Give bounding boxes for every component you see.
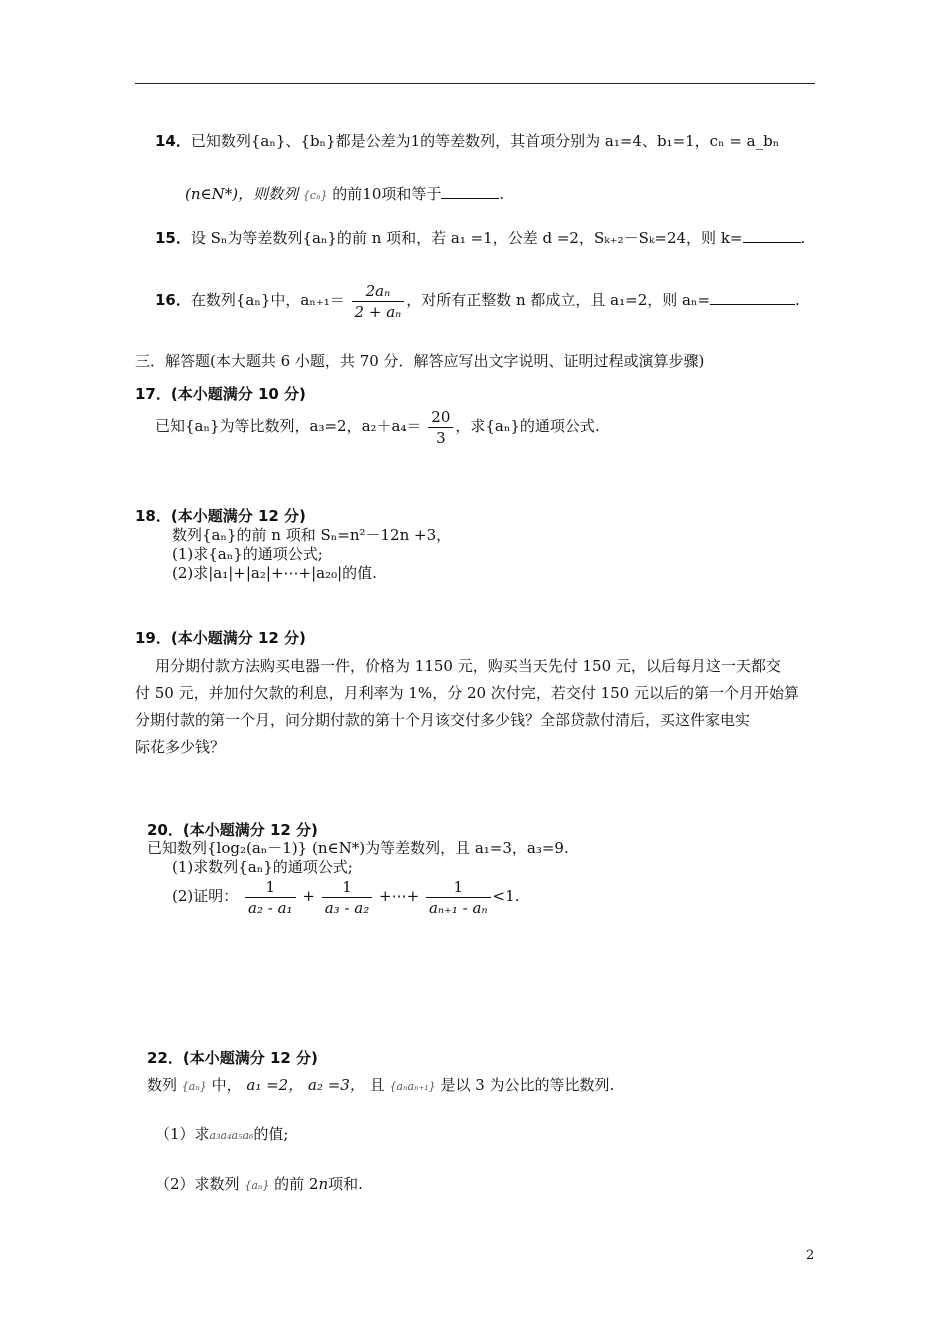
- q22-seq-label: 数列: [147, 1076, 178, 1094]
- q19-heading: 19．(本小题满分 12 分): [135, 629, 306, 647]
- q17-text-a: 已知{aₙ}为等比数列，a₃=2，a₂＋a₄＝: [155, 417, 422, 435]
- q22-a2: a₂ =3，: [308, 1076, 365, 1094]
- q14-answer-blank[interactable]: [441, 184, 499, 199]
- q22-part1-label: （1）求: [155, 1125, 210, 1143]
- q14-ask: 的前10项和等于: [332, 185, 442, 203]
- q22-line1: [147, 1075, 614, 1097]
- header-rule: [135, 83, 815, 84]
- q19-line3: 分期付款的第一个月，问分期付款的第十个月该交付多少钱？全部贷款付清后，买这件家电实: [135, 711, 751, 729]
- q15-line: [155, 228, 805, 248]
- q18-part2: (2)求|a₁|+|a₂|+⋯+|a₂₀|的值.: [172, 564, 377, 582]
- q20-prove-label: (2)证明：: [172, 887, 239, 905]
- q22-part2-end: 项和.: [328, 1175, 363, 1193]
- section-3-heading: 三．解答题(本大题共 6 小题，共 70 分．解答应写出文字说明、证明过程或演算步骤): [135, 352, 705, 370]
- q16-frac-num: 2aₙ: [352, 281, 405, 302]
- q15-number: 15．: [155, 229, 191, 247]
- q22-product: a₃a₄a₅a₆: [209, 1129, 254, 1142]
- q17-heading: 17．(本小题满分 10 分): [135, 385, 306, 403]
- q22-and: 且: [369, 1076, 385, 1094]
- q16-number: 16．: [155, 291, 191, 309]
- q20-fraction-2: [322, 877, 373, 918]
- q18-part1: (1)求{aₙ}的通项公式;: [172, 545, 323, 563]
- q19-line1: 用分期付款方法购买电器一件，价格为 1150 元，购买当天先付 150 元，以后每月这一天都交: [155, 657, 781, 675]
- q22-product-seq: {aₙaₙ₊₁}: [389, 1080, 436, 1093]
- page-number: 2: [806, 1248, 815, 1263]
- q20-fraction-3: [426, 877, 491, 918]
- q18-heading: 18．(本小题满分 12 分): [135, 507, 306, 525]
- q20-f3-num: 1: [426, 877, 491, 898]
- q20-heading: 20．(本小题满分 12 分): [147, 821, 318, 839]
- q22-part2-front: 的前 2: [274, 1175, 319, 1193]
- q20-f2-num: 1: [322, 877, 373, 898]
- q16-fraction: [352, 281, 405, 322]
- q17-text-line: [155, 404, 600, 448]
- q14-seq-c: {cₙ}: [302, 189, 328, 202]
- q15-answer-blank[interactable]: [743, 228, 801, 243]
- q20-f3-den: aₙ₊₁ - aₙ: [428, 898, 488, 917]
- q20-plus: +: [302, 887, 315, 905]
- q22-seq-a: {aₙ}: [181, 1080, 207, 1093]
- q14-number: 14．: [155, 132, 191, 150]
- q14-period: .: [499, 185, 505, 203]
- q20-f2-den: a₃ - a₂: [324, 898, 370, 917]
- q18-line1: 数列{aₙ}的前 n 项和 Sₙ=n²－12n +3，: [172, 526, 452, 544]
- q20-part1: (1)求数列{aₙ}的通项公式;: [172, 858, 353, 876]
- q22-part1: [155, 1124, 288, 1146]
- q16-line: [155, 278, 800, 322]
- q20-fraction-1: [245, 877, 296, 918]
- q22-part2-label: （2）求数列: [155, 1175, 240, 1193]
- q17-text-b: ，求{aₙ}的通项公式.: [455, 417, 600, 435]
- q16-frac-den: 2 + aₙ: [354, 302, 402, 321]
- q20-part2: [172, 874, 519, 918]
- q16-answer-blank[interactable]: [710, 290, 795, 305]
- q22-a1: a₁ =2，: [246, 1076, 304, 1094]
- q14-line2: [185, 184, 504, 206]
- q22-part2-seq: {aₙ}: [244, 1179, 270, 1192]
- q14-condition: (n∈N*)，则数列: [185, 185, 299, 203]
- q22-part1-end: 的值;: [253, 1125, 289, 1143]
- q20-less-than: <1.: [492, 887, 520, 905]
- q14-line1: [155, 131, 779, 151]
- q22-part2-n: n: [318, 1175, 329, 1193]
- q19-line4: 际花多少钱？: [135, 738, 226, 756]
- q22-in: 中，: [211, 1076, 242, 1094]
- q22-part2: [155, 1174, 363, 1196]
- q17-frac-num: 20: [428, 407, 453, 428]
- q16-text-a: 在数列{aₙ}中，aₙ₊₁＝: [190, 291, 345, 309]
- q22-ratio-text: 是以 3 为公比的等比数列.: [440, 1076, 615, 1094]
- q16-period: .: [795, 291, 800, 309]
- q19-line2: 付 50 元，并加付欠款的利息，月利率为 1%，分 20 次付完，若交付 150 元以后的第一个月开始算: [135, 684, 799, 702]
- q16-text-b: ，对所有正整数 n 都成立，且 a₁=2，则 aₙ=: [406, 291, 711, 309]
- q20-f1-den: a₂ - a₁: [248, 898, 293, 917]
- q14-text: 已知数列{aₙ}、{bₙ}都是公差为1的等差数列，其首项分别为 a₁=4、b₁=1，cₙ = a_bₙ: [190, 132, 780, 150]
- q17-fraction: [428, 407, 453, 448]
- q15-text: 设 Sₙ为等差数列{aₙ}的前 n 项和，若 a₁ =1，公差 d =2，Sₖ₊₂－Sₖ=24，则 k=: [190, 229, 743, 247]
- q20-ellipsis: +⋯+: [379, 887, 420, 905]
- q15-period: .: [800, 229, 806, 247]
- q17-frac-den: 3: [436, 428, 446, 447]
- q20-line1: 已知数列{log₂(aₙ－1)} (n∈N*)为等差数列，且 a₁=3，a₃=9.: [147, 839, 569, 857]
- q20-f1-num: 1: [245, 877, 296, 898]
- q22-heading: 22．(本小题满分 12 分): [147, 1049, 318, 1067]
